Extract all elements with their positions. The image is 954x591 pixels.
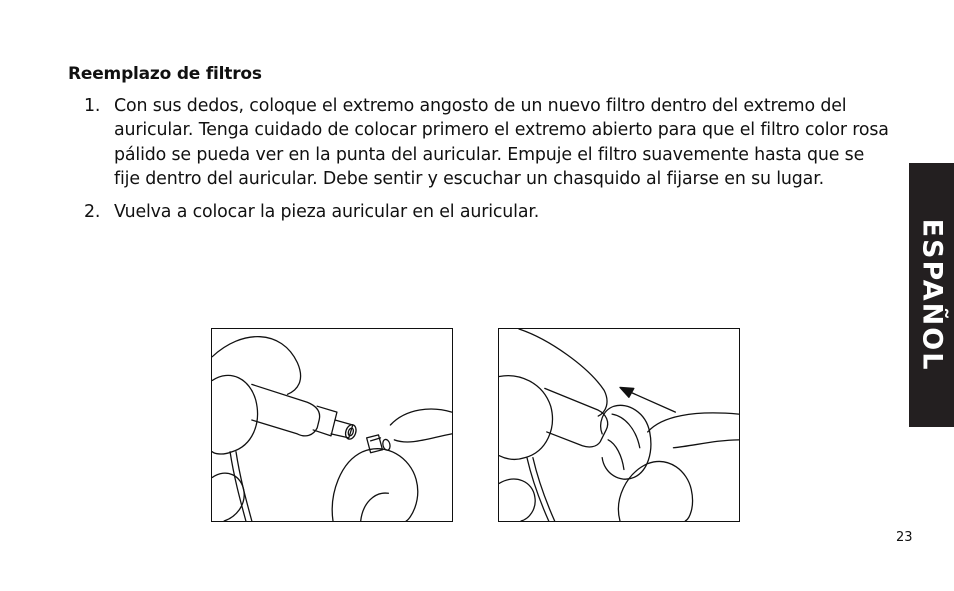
filter-insertion-drawing bbox=[212, 329, 452, 521]
step-text: Con sus dedos, coloque el extremo angosto de un nuevo filtro dentro del extremo del auricular. Tenga cuidado de colocar primero el extremo abierto para que el filtro color rosa pálido se pueda ver en la punta del auricular. Empuje el filtro suavemente hasta que se fije dentro del auricular. Debe sentir y escuchar un chasquido al fijarse en su lugar. bbox=[114, 96, 889, 189]
page-number: 23 bbox=[896, 530, 913, 545]
instruction-list bbox=[84, 94, 894, 224]
instruction-step bbox=[84, 200, 894, 224]
language-tab bbox=[909, 163, 954, 427]
filter-insertion-illustration bbox=[211, 328, 453, 522]
instruction-step bbox=[84, 94, 894, 191]
language-tab-label: ESPAÑOL bbox=[916, 218, 947, 372]
filter-seated-illustration bbox=[498, 328, 740, 522]
step-number: 2. bbox=[84, 202, 101, 223]
filter-seated-drawing bbox=[499, 329, 739, 521]
section-heading: Reemplazo de filtros bbox=[68, 64, 262, 84]
step-number: 1. bbox=[84, 96, 101, 116]
step-text: Vuelva a colocar la pieza auricular en el auricular. bbox=[114, 202, 540, 223]
